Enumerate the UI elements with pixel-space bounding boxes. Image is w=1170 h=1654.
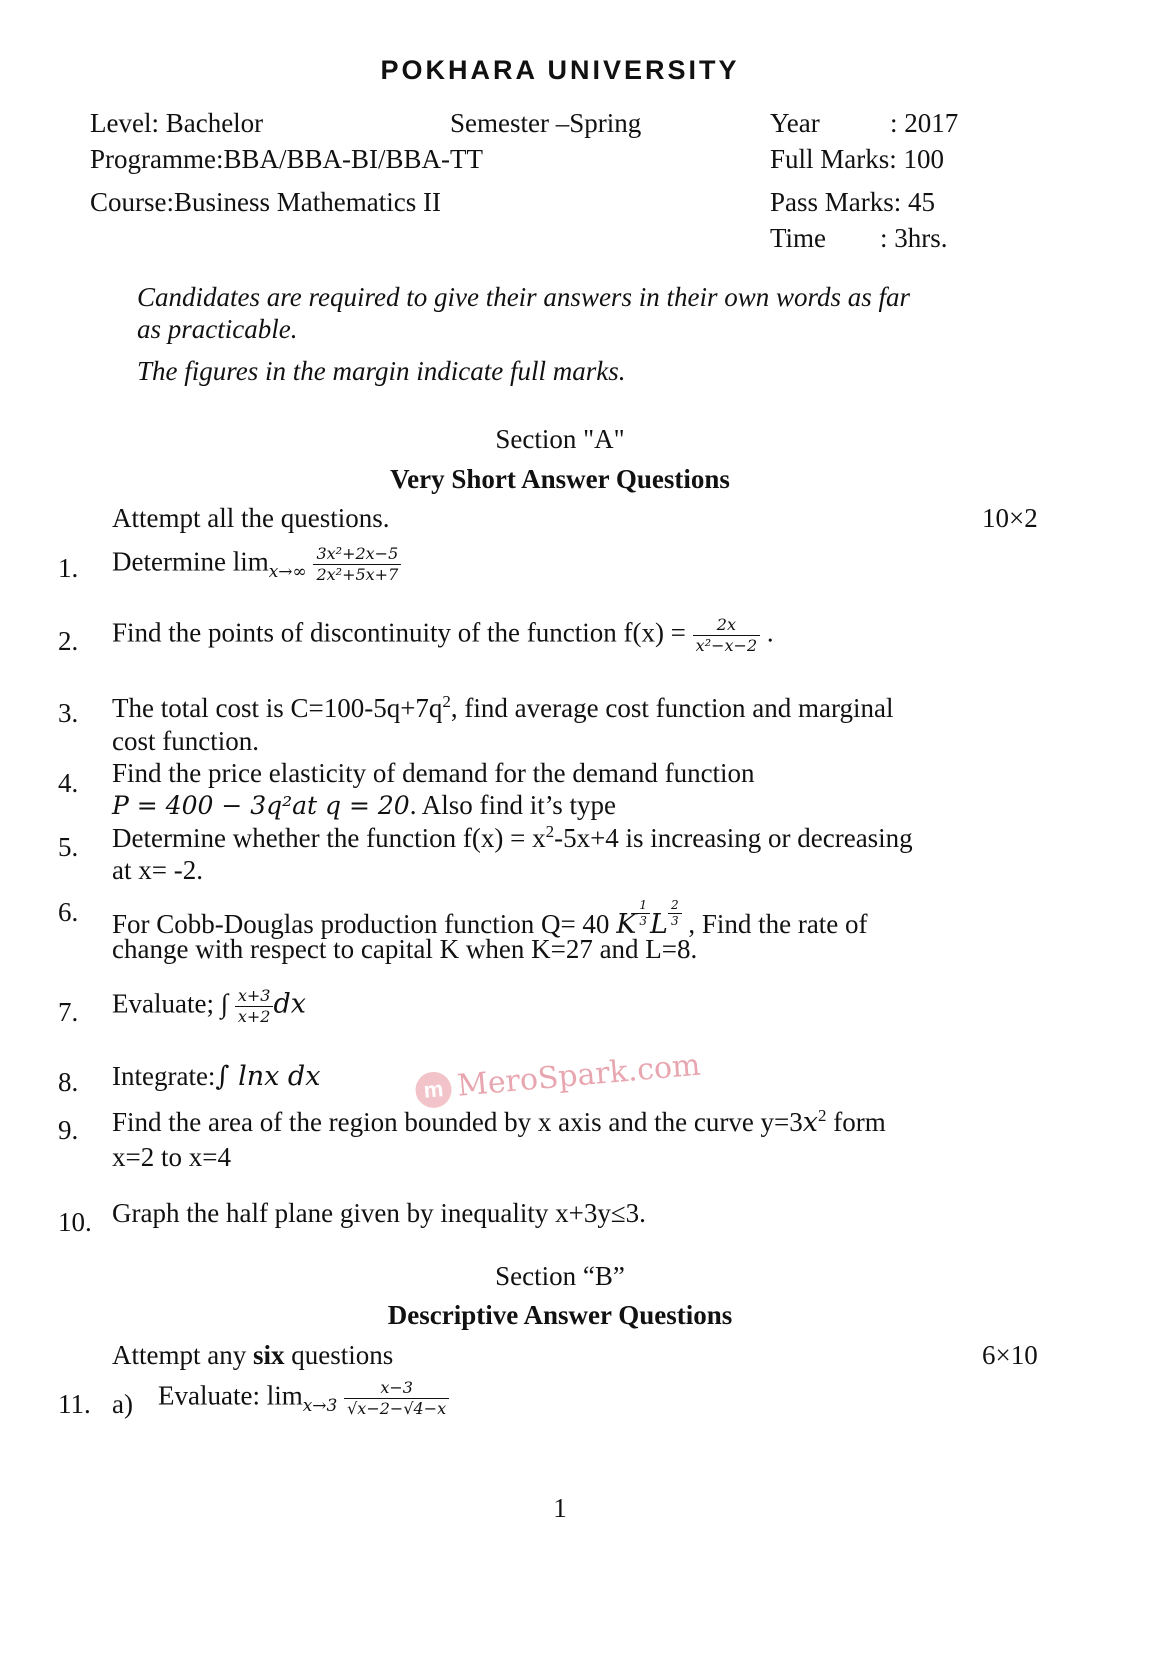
course-label: Course:Business Mathematics II: [90, 187, 441, 217]
q7-number: 7.: [58, 997, 79, 1027]
section-a-marks: 10×2: [982, 503, 1038, 533]
section-b-instruction-b: questions: [284, 1340, 394, 1370]
q3-text-a: The total cost is C=100-5q+7q: [112, 693, 443, 723]
q6-exp1: [636, 898, 650, 929]
year-value: : 2017: [890, 108, 959, 138]
q5-line-1: [112, 823, 913, 854]
q9-text-a: Find the area of the region bounded by x axis and the curve y=3: [112, 1107, 803, 1137]
q7-text: [112, 986, 306, 1027]
q6-exp1-num: 1: [636, 898, 650, 914]
q2-label: Find the points of discontinuity of the function f(x) =: [112, 617, 693, 648]
q11-text: [158, 1378, 449, 1419]
q2-tail: .: [760, 617, 774, 648]
instruction-line-1: Candidates are required to give their answers in their own words as far: [137, 282, 910, 312]
pass-marks: Pass Marks: 45: [770, 187, 936, 217]
q9-number: 9.: [58, 1115, 79, 1145]
q8-text: [112, 1061, 320, 1092]
q6-text-b: , Find the rate of: [681, 909, 868, 939]
section-a-subheading: Very Short Answer Questions: [390, 464, 730, 494]
section-b-marks: 6×10: [982, 1340, 1038, 1370]
q3-sup: 2: [442, 692, 451, 711]
q5-text-a: Determine whether the function f(x) = x: [112, 823, 546, 853]
q1-number: 1.: [58, 553, 79, 583]
watermark-text: MeroSpark.com: [455, 1047, 702, 1104]
q2-number: 2.: [58, 626, 79, 656]
section-b-subheading: Descriptive Answer Questions: [387, 1300, 733, 1330]
q7-label: Evaluate; ∫: [112, 988, 229, 1019]
q4-number: 4.: [58, 768, 79, 798]
q8-expr: ∫ lnx dx: [215, 1061, 321, 1092]
time-value: : 3hrs.: [880, 223, 948, 253]
q10-text: Graph the half plane given by inequality x+3y≤3.: [112, 1198, 646, 1228]
q11-label: Evaluate: lim: [158, 1380, 303, 1411]
q5-number: 5.: [58, 832, 79, 862]
year-label: Year: [770, 108, 820, 138]
page-number: 1: [553, 1493, 567, 1523]
level-label: Level: Bachelor: [90, 108, 264, 138]
section-b-instruction-bold: six: [252, 1340, 285, 1370]
q10-number: 10.: [58, 1207, 92, 1237]
q5-text-b: -5x+4 is increasing or decreasing: [554, 823, 913, 853]
section-b-instruction: [112, 1340, 393, 1371]
q8-number: 8.: [58, 1067, 79, 1097]
q2-denominator: x²−x−2: [695, 636, 758, 655]
q6-exp2-den: 3: [670, 914, 679, 928]
q5-line-2: at x= -2.: [112, 855, 203, 885]
q4-line-1: Find the price elasticity of demand for the demand function: [112, 758, 755, 788]
q7-numerator: x+3: [235, 986, 274, 1007]
q9-line-2: x=2 to x=4: [112, 1142, 231, 1172]
time-label: Time: [770, 223, 827, 253]
programme-label: Programme:BBA/BBA-BI/BBA-TT: [90, 144, 483, 174]
q11-denominator: √x−2−√4−x: [347, 1399, 447, 1418]
q11-numerator: x−3: [344, 1378, 449, 1399]
q11-number: 11.: [58, 1389, 91, 1419]
q1-limit-sub: x→∞: [268, 562, 307, 583]
q6-line-2: change with respect to capital K when K=27 and L=8.: [112, 934, 698, 964]
section-a-instruction: Attempt all the questions.: [112, 503, 390, 533]
section-b-heading: Section “B”: [495, 1261, 625, 1291]
q6-l: L: [650, 909, 668, 940]
instruction-line-3: The figures in the margin indicate full marks.: [137, 356, 626, 386]
university-title: POKHARA UNIVERSITY: [380, 55, 740, 85]
q8-label: Integrate:: [112, 1061, 216, 1091]
q11-limit-sub: x→3: [302, 1396, 338, 1417]
instruction-line-2: as practicable.: [137, 314, 298, 344]
q9-x: x: [802, 1107, 819, 1138]
q3-text-b: , find average cost function and marginal: [450, 693, 894, 723]
q6-text-a: For Cobb-Douglas production function Q= 40: [112, 909, 617, 939]
q3-line-1: [112, 693, 894, 724]
q9-text-b: form: [826, 1107, 886, 1137]
q6-exp1-den: 3: [639, 914, 647, 928]
q11-part: a): [112, 1389, 133, 1419]
q5-sup: 2: [545, 822, 555, 841]
section-a-heading: Section "A": [495, 424, 625, 454]
q1-numerator: 3x²+2x−5: [313, 544, 401, 565]
semester-label: Semester –Spring: [450, 108, 642, 138]
q11-fraction: [344, 1378, 449, 1419]
q4-line-2: [112, 790, 616, 821]
watermark: [414, 1048, 702, 1110]
section-b-instruction-a: Attempt any: [112, 1340, 253, 1370]
q3-number: 3.: [58, 698, 79, 728]
full-marks: Full Marks: 100: [770, 144, 945, 174]
q7-fraction: [235, 986, 274, 1027]
q2-fraction: [693, 615, 760, 656]
q4-tail: . Also find it’s type: [409, 790, 616, 820]
q3-line-2: cost function.: [112, 726, 259, 756]
q1-denominator: 2x²+5x+7: [316, 565, 399, 584]
q6-k: K: [616, 909, 637, 940]
q7-dx: dx: [273, 988, 306, 1020]
q1-label: Determine lim: [112, 546, 269, 577]
q4-math: P = 400 − 3q²at q = 20: [112, 791, 410, 820]
q6-number: 6.: [58, 897, 79, 927]
q7-denominator: x+2: [237, 1007, 271, 1026]
merospark-logo-icon: m: [414, 1070, 453, 1109]
q2-numerator: 2x: [693, 615, 760, 636]
q6-exp2-num: 2: [668, 898, 682, 914]
q1-text: [112, 544, 401, 585]
q9-sup: 2: [818, 1106, 827, 1125]
q2-text: [112, 615, 774, 656]
q9-line-1: [112, 1107, 886, 1138]
q6-exp2: [668, 898, 682, 929]
q1-fraction: [313, 544, 401, 585]
